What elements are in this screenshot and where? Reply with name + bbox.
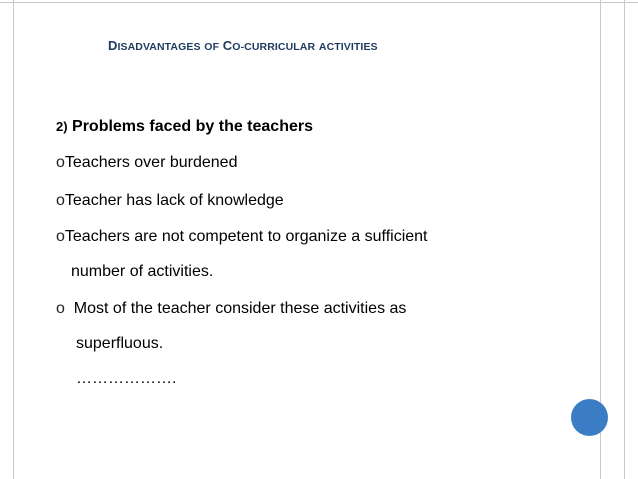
list-item-continuation	[76, 335, 163, 353]
list-item-text: Teachers are not competent to organize a sufficient	[64, 228, 428, 245]
list-item-text: number of activities.	[71, 263, 214, 280]
list-item	[56, 228, 428, 246]
bullet-icon: o	[56, 300, 65, 317]
list-item-text: Teacher has lack of knowledge	[64, 192, 284, 209]
right-rule-outer	[624, 0, 625, 479]
list-item	[56, 154, 237, 172]
heading-number: 2)	[56, 119, 68, 134]
left-rule	[13, 0, 14, 479]
list-item	[56, 192, 284, 210]
ellipsis-text: ……………….	[76, 370, 177, 387]
bullet-icon: o	[56, 154, 65, 171]
list-item-text: Most of the teacher consider these activities as	[64, 300, 407, 317]
list-item	[56, 300, 406, 318]
list-item-text: Teachers over burdened	[64, 154, 238, 171]
bullet-icon: o	[56, 192, 65, 209]
bullet-icon: o	[56, 228, 65, 245]
list-item-text: superfluous.	[76, 335, 164, 352]
list-item-continuation	[71, 263, 213, 281]
top-rule	[0, 2, 638, 3]
heading-text: Problems faced by the teachers	[72, 118, 313, 135]
decorative-circle	[571, 399, 608, 436]
slide-title: DISADVANTAGES OF CO-CURRICULAR ACTIVITIES	[108, 38, 378, 53]
section-heading	[56, 118, 313, 136]
ellipsis-line	[76, 370, 176, 388]
